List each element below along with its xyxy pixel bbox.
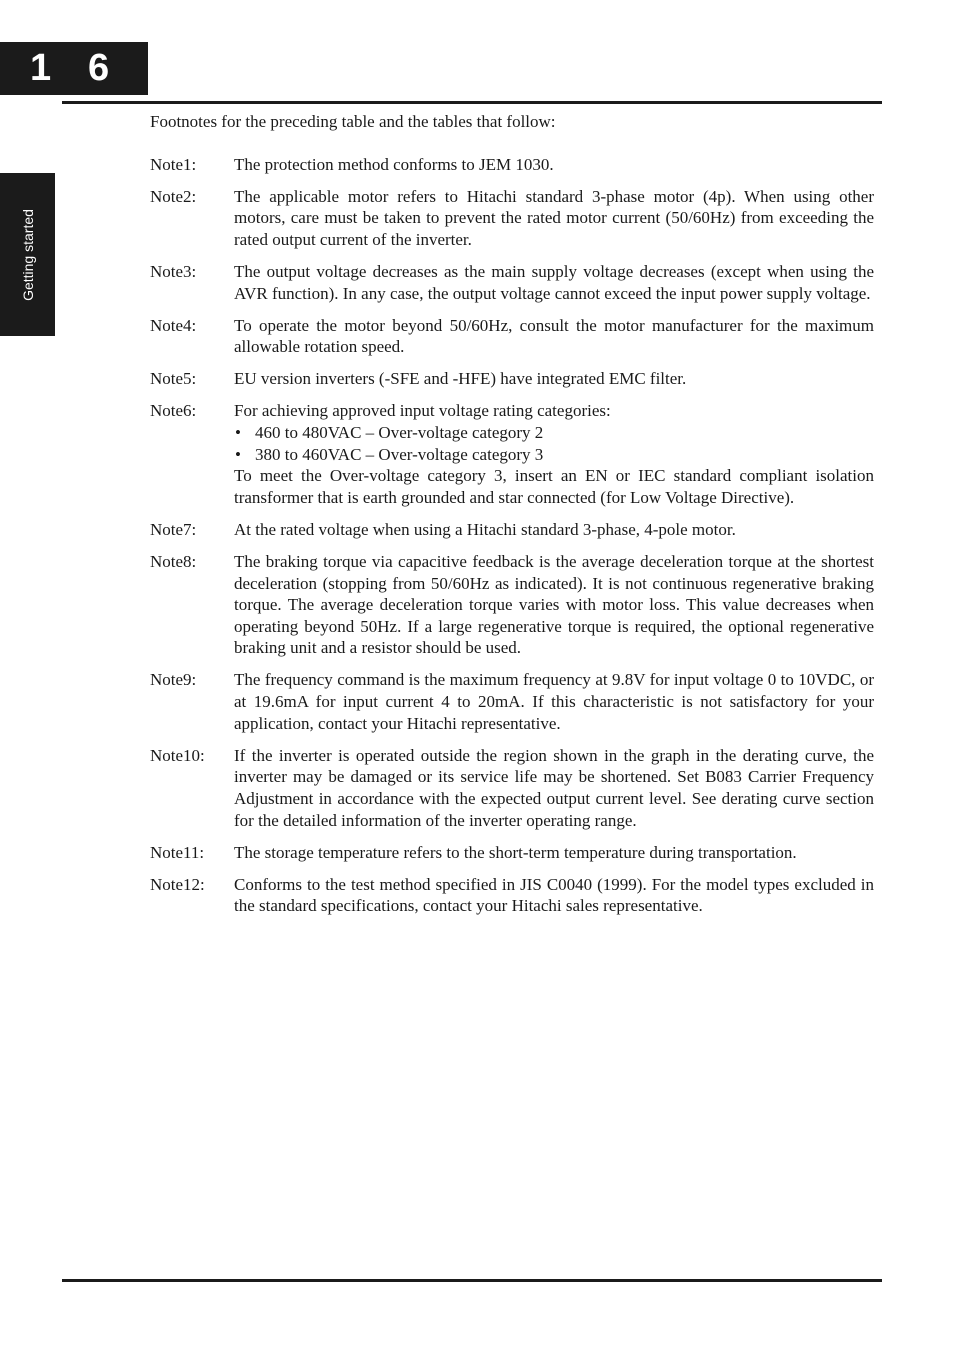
note-label: Note8: xyxy=(150,552,197,571)
footer-rule xyxy=(62,1279,882,1282)
note-6 xyxy=(150,400,874,508)
note-label: Note6: xyxy=(150,401,197,421)
note-paragraph: The braking torque via capacitive feedback is the average deceleration torque at the shortest deceleration (stopping from 50/60Hz as indicated). It is not continuous regenerative braking torque. The average deceleration torque varies with motor loss. This value decreases when operating beyond 50Hz. If a large regenerative torque is required, the optional regenerative braking unit and a resistor should be used. xyxy=(234,552,874,658)
header-rule xyxy=(62,101,882,104)
note-text xyxy=(234,261,874,304)
note-label: Note12: xyxy=(150,874,205,894)
note-paragraph: At the rated voltage when using a Hitachi standard 3-phase, 4-pole motor. xyxy=(234,519,736,539)
footnotes-intro: Footnotes for the preceding table and the tables that follow: xyxy=(150,112,556,131)
list-item: • 380 to 460VAC – Over-voltage category 3 xyxy=(234,444,874,466)
note-label: Note9: xyxy=(150,670,197,690)
note-paragraph: To meet the Over-voltage category 3, insert an EN or IEC standard compliant isolation transformer that is earth grounded and star connected (for Low Voltage Directive). xyxy=(234,466,874,507)
note-label: Note7: xyxy=(150,519,197,539)
note-text xyxy=(234,519,874,541)
note-text xyxy=(234,315,874,358)
note-text xyxy=(234,186,874,251)
page-number-tab xyxy=(0,42,148,95)
note-4 xyxy=(150,315,874,358)
note-text xyxy=(234,874,874,917)
note-5 xyxy=(150,368,874,390)
note-text xyxy=(234,842,874,864)
note-paragraph: Conforms to the test method specified in JIS C0040 (1999). For the model types excluded in the standard specifications, contact your Hitachi sales representative. xyxy=(234,874,874,916)
note-text xyxy=(234,745,874,831)
note-2 xyxy=(150,186,874,251)
note-paragraph: The applicable motor refers to Hitachi standard 3-phase motor (4p). When using other motors, care must be taken to prevent the rated motor current (50/60Hz) from exceeding the rated output current of the inverter. xyxy=(234,186,874,249)
note-paragraph: To operate the motor beyond 50/60Hz, consult the motor manufacturer for the maximum allowable rotation speed. xyxy=(234,315,874,357)
note-paragraph: If the inverter is operated outside the region shown in the graph in the derating curve, the inverter may be damaged or its service life may be shortened. Set B083 Carrier Frequency Adjustment in accordance with the expected output current level. See derating curve section for the detailed information of the inverter operating range. xyxy=(234,745,874,830)
footnotes-content xyxy=(150,111,874,927)
note-3 xyxy=(150,261,874,304)
note-7 xyxy=(150,519,874,541)
note-paragraph: The protection method conforms to JEM 1030. xyxy=(234,154,554,174)
note-text xyxy=(234,669,874,734)
note-label: Note3: xyxy=(150,261,197,281)
note-text xyxy=(234,154,874,176)
note-text xyxy=(234,400,874,508)
note-label: Note11: xyxy=(150,842,205,862)
note-text xyxy=(234,368,874,390)
section-side-tab-label: Getting started xyxy=(19,208,36,301)
note-10 xyxy=(150,745,874,831)
note-1 xyxy=(150,154,874,176)
chapter-number: 1 xyxy=(30,47,52,89)
note-label: Note2: xyxy=(150,186,197,206)
note-11 xyxy=(150,842,874,864)
note-text xyxy=(234,551,874,659)
note-label: Note1: xyxy=(150,154,197,174)
section-side-tab xyxy=(0,173,55,336)
note-paragraph: The frequency command is the maximum frequency at 9.8V for input voltage 0 to 10VDC, or at 19.6mA for input current 4 to 20mA. If this characteristic is not satisfactory for your application, contact your Hitachi representative. xyxy=(234,670,874,733)
note-paragraph: The storage temperature refers to the short-term temperature during transportation. xyxy=(234,842,797,862)
voltage-category-list xyxy=(234,422,874,465)
note-label: Note10: xyxy=(150,745,205,765)
note-paragraph: The output voltage decreases as the main supply voltage decreases (except when using the AVR function). In any case, the output voltage cannot exceed the input power supply voltage. xyxy=(234,261,874,303)
note-paragraph: EU version inverters (-SFE and -HFE) have integrated EMC filter. xyxy=(234,369,687,389)
note-9 xyxy=(150,669,874,734)
note-paragraph: For achieving approved input voltage rating categories: xyxy=(234,401,611,421)
note-12 xyxy=(150,874,874,917)
note-label: Note4: xyxy=(150,315,197,335)
list-item: • 460 to 480VAC – Over-voltage category 2 xyxy=(234,422,874,444)
note-8 xyxy=(150,551,874,659)
page-number: 6 xyxy=(88,47,110,89)
note-label: Note5: xyxy=(150,369,197,389)
